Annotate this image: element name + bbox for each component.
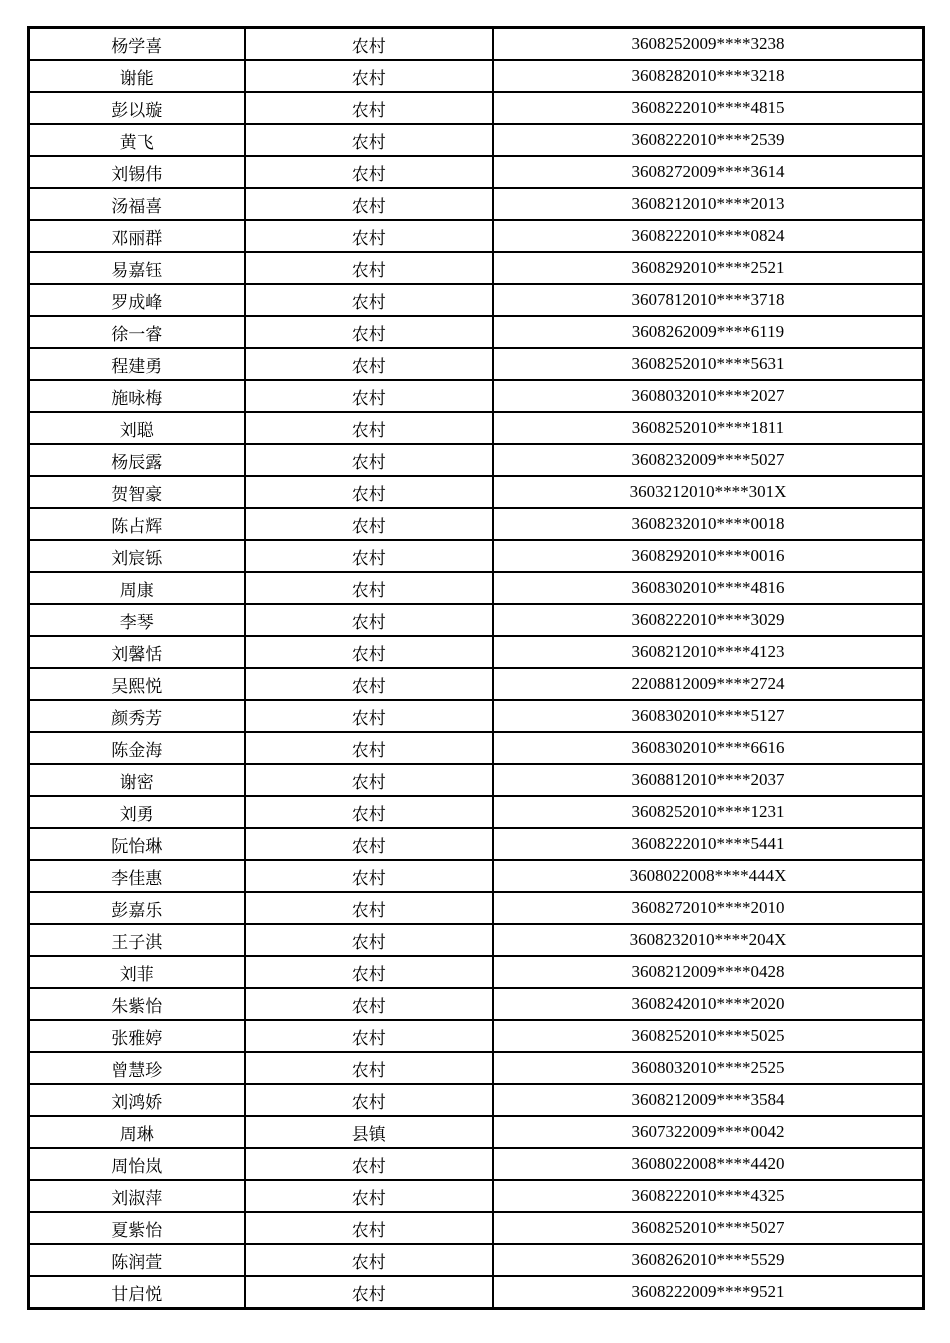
name-cell: 杨辰露 (29, 444, 245, 476)
residence-cell: 农村 (245, 60, 493, 92)
table-row (29, 1212, 923, 1244)
table-row (29, 700, 923, 732)
residence-cell: 农村 (245, 924, 493, 956)
table-row (29, 156, 923, 188)
name-cell: 李琴 (29, 604, 245, 636)
roster-table-container (27, 26, 925, 1310)
table-row (29, 1052, 923, 1084)
table-row (29, 412, 923, 444)
table-row (29, 604, 923, 636)
name-cell: 周怡岚 (29, 1148, 245, 1180)
id-cell: 3608252010****5631 (493, 348, 923, 380)
id-cell: 3608232010****0018 (493, 508, 923, 540)
name-cell: 谢密 (29, 764, 245, 796)
table-row (29, 668, 923, 700)
id-cell: 3608242010****2020 (493, 988, 923, 1020)
name-cell: 罗成峰 (29, 284, 245, 316)
table-row (29, 1276, 923, 1308)
id-cell: 3608252010****5027 (493, 1212, 923, 1244)
name-cell: 王子淇 (29, 924, 245, 956)
table-row (29, 1020, 923, 1052)
residence-cell: 农村 (245, 316, 493, 348)
id-cell: 3608812010****2037 (493, 764, 923, 796)
name-cell: 邓丽群 (29, 220, 245, 252)
table-row (29, 348, 923, 380)
id-cell: 3608222009****9521 (493, 1276, 923, 1308)
residence-cell: 农村 (245, 156, 493, 188)
name-cell: 张雅婷 (29, 1020, 245, 1052)
residence-cell: 农村 (245, 476, 493, 508)
table-row (29, 284, 923, 316)
name-cell: 李佳惠 (29, 860, 245, 892)
residence-cell: 农村 (245, 636, 493, 668)
residence-cell: 农村 (245, 732, 493, 764)
residence-cell: 农村 (245, 700, 493, 732)
table-row (29, 540, 923, 572)
table-row (29, 860, 923, 892)
table-row (29, 188, 923, 220)
name-cell: 汤福喜 (29, 188, 245, 220)
table-row (29, 572, 923, 604)
id-cell: 3608302010****6616 (493, 732, 923, 764)
name-cell: 周琳 (29, 1116, 245, 1148)
name-cell: 黄飞 (29, 124, 245, 156)
name-cell: 彭嘉乐 (29, 892, 245, 924)
residence-cell: 农村 (245, 1148, 493, 1180)
table-row (29, 252, 923, 284)
name-cell: 曾慧珍 (29, 1052, 245, 1084)
residence-cell: 农村 (245, 572, 493, 604)
name-cell: 刘菲 (29, 956, 245, 988)
id-cell: 3608022008****4420 (493, 1148, 923, 1180)
id-cell: 3608022008****444X (493, 860, 923, 892)
table-row (29, 764, 923, 796)
table-row (29, 1244, 923, 1276)
residence-cell: 农村 (245, 412, 493, 444)
residence-cell: 农村 (245, 252, 493, 284)
id-cell: 3608292010****0016 (493, 540, 923, 572)
residence-cell: 县镇 (245, 1116, 493, 1148)
residence-cell: 农村 (245, 796, 493, 828)
residence-cell: 农村 (245, 956, 493, 988)
id-cell: 3608222010****3029 (493, 604, 923, 636)
table-row (29, 508, 923, 540)
table-row (29, 476, 923, 508)
id-cell: 3603212010****301X (493, 476, 923, 508)
table-row (29, 988, 923, 1020)
id-cell: 3608272009****3614 (493, 156, 923, 188)
table-row (29, 924, 923, 956)
residence-cell: 农村 (245, 1180, 493, 1212)
name-cell: 彭以璇 (29, 92, 245, 124)
id-cell: 3608212009****0428 (493, 956, 923, 988)
name-cell: 谢能 (29, 60, 245, 92)
table-row (29, 60, 923, 92)
id-cell: 3608232009****5027 (493, 444, 923, 476)
id-cell: 3608222010****5441 (493, 828, 923, 860)
id-cell: 3608252010****1811 (493, 412, 923, 444)
id-cell: 3607812010****3718 (493, 284, 923, 316)
residence-cell: 农村 (245, 380, 493, 412)
id-cell: 3608222010****4815 (493, 92, 923, 124)
residence-cell: 农村 (245, 1020, 493, 1052)
name-cell: 刘馨恬 (29, 636, 245, 668)
id-cell: 3608262010****5529 (493, 1244, 923, 1276)
id-cell: 2208812009****2724 (493, 668, 923, 700)
id-cell: 3608222010****2539 (493, 124, 923, 156)
residence-cell: 农村 (245, 124, 493, 156)
table-row (29, 380, 923, 412)
name-cell: 杨学喜 (29, 28, 245, 60)
name-cell: 程建勇 (29, 348, 245, 380)
table-row (29, 1148, 923, 1180)
name-cell: 周康 (29, 572, 245, 604)
residence-cell: 农村 (245, 1244, 493, 1276)
id-cell: 3608252010****1231 (493, 796, 923, 828)
residence-cell: 农村 (245, 860, 493, 892)
table-row (29, 732, 923, 764)
id-cell: 3608232010****204X (493, 924, 923, 956)
table-row (29, 92, 923, 124)
name-cell: 夏紫怡 (29, 1212, 245, 1244)
table-row (29, 316, 923, 348)
residence-cell: 农村 (245, 92, 493, 124)
name-cell: 刘鸿娇 (29, 1084, 245, 1116)
name-cell: 陈润萱 (29, 1244, 245, 1276)
id-cell: 3608302010****5127 (493, 700, 923, 732)
name-cell: 刘淑萍 (29, 1180, 245, 1212)
table-row (29, 956, 923, 988)
residence-cell: 农村 (245, 284, 493, 316)
id-cell: 3608212009****3584 (493, 1084, 923, 1116)
id-cell: 3608262009****6119 (493, 316, 923, 348)
table-row (29, 1116, 923, 1148)
residence-cell: 农村 (245, 540, 493, 572)
id-cell: 3608302010****4816 (493, 572, 923, 604)
name-cell: 贺智豪 (29, 476, 245, 508)
id-cell: 3608212010****4123 (493, 636, 923, 668)
residence-cell: 农村 (245, 1212, 493, 1244)
id-cell: 3608222010****0824 (493, 220, 923, 252)
id-cell: 3608252010****5025 (493, 1020, 923, 1052)
name-cell: 朱紫怡 (29, 988, 245, 1020)
id-cell: 3608272010****2010 (493, 892, 923, 924)
name-cell: 陈金海 (29, 732, 245, 764)
name-cell: 施咏梅 (29, 380, 245, 412)
residence-cell: 农村 (245, 988, 493, 1020)
residence-cell: 农村 (245, 188, 493, 220)
residence-cell: 农村 (245, 764, 493, 796)
id-cell: 3608222010****4325 (493, 1180, 923, 1212)
residence-cell: 农村 (245, 508, 493, 540)
residence-cell: 农村 (245, 1084, 493, 1116)
name-cell: 易嘉钰 (29, 252, 245, 284)
residence-cell: 农村 (245, 604, 493, 636)
residence-cell: 农村 (245, 892, 493, 924)
residence-cell: 农村 (245, 444, 493, 476)
name-cell: 徐一睿 (29, 316, 245, 348)
residence-cell: 农村 (245, 668, 493, 700)
id-cell: 3607322009****0042 (493, 1116, 923, 1148)
table-row (29, 828, 923, 860)
table-row (29, 1084, 923, 1116)
name-cell: 阮怡琳 (29, 828, 245, 860)
id-cell: 3608032010****2027 (493, 380, 923, 412)
id-cell: 3608212010****2013 (493, 188, 923, 220)
residence-cell: 农村 (245, 828, 493, 860)
residence-cell: 农村 (245, 1052, 493, 1084)
table-row (29, 28, 923, 60)
table-row (29, 636, 923, 668)
table-row (29, 124, 923, 156)
name-cell: 甘启悦 (29, 1276, 245, 1308)
table-row (29, 892, 923, 924)
table-row (29, 444, 923, 476)
residence-cell: 农村 (245, 28, 493, 60)
id-cell: 3608032010****2525 (493, 1052, 923, 1084)
table-row (29, 220, 923, 252)
id-cell: 3608282010****3218 (493, 60, 923, 92)
name-cell: 刘聪 (29, 412, 245, 444)
residence-cell: 农村 (245, 1276, 493, 1308)
name-cell: 陈占辉 (29, 508, 245, 540)
roster-table (28, 27, 924, 1309)
name-cell: 刘锡伟 (29, 156, 245, 188)
table-row (29, 1180, 923, 1212)
name-cell: 吴熙悦 (29, 668, 245, 700)
name-cell: 刘宸铄 (29, 540, 245, 572)
name-cell: 刘勇 (29, 796, 245, 828)
residence-cell: 农村 (245, 220, 493, 252)
name-cell: 颜秀芳 (29, 700, 245, 732)
residence-cell: 农村 (245, 348, 493, 380)
roster-table-body (29, 28, 923, 1308)
id-cell: 3608252009****3238 (493, 28, 923, 60)
table-row (29, 796, 923, 828)
id-cell: 3608292010****2521 (493, 252, 923, 284)
